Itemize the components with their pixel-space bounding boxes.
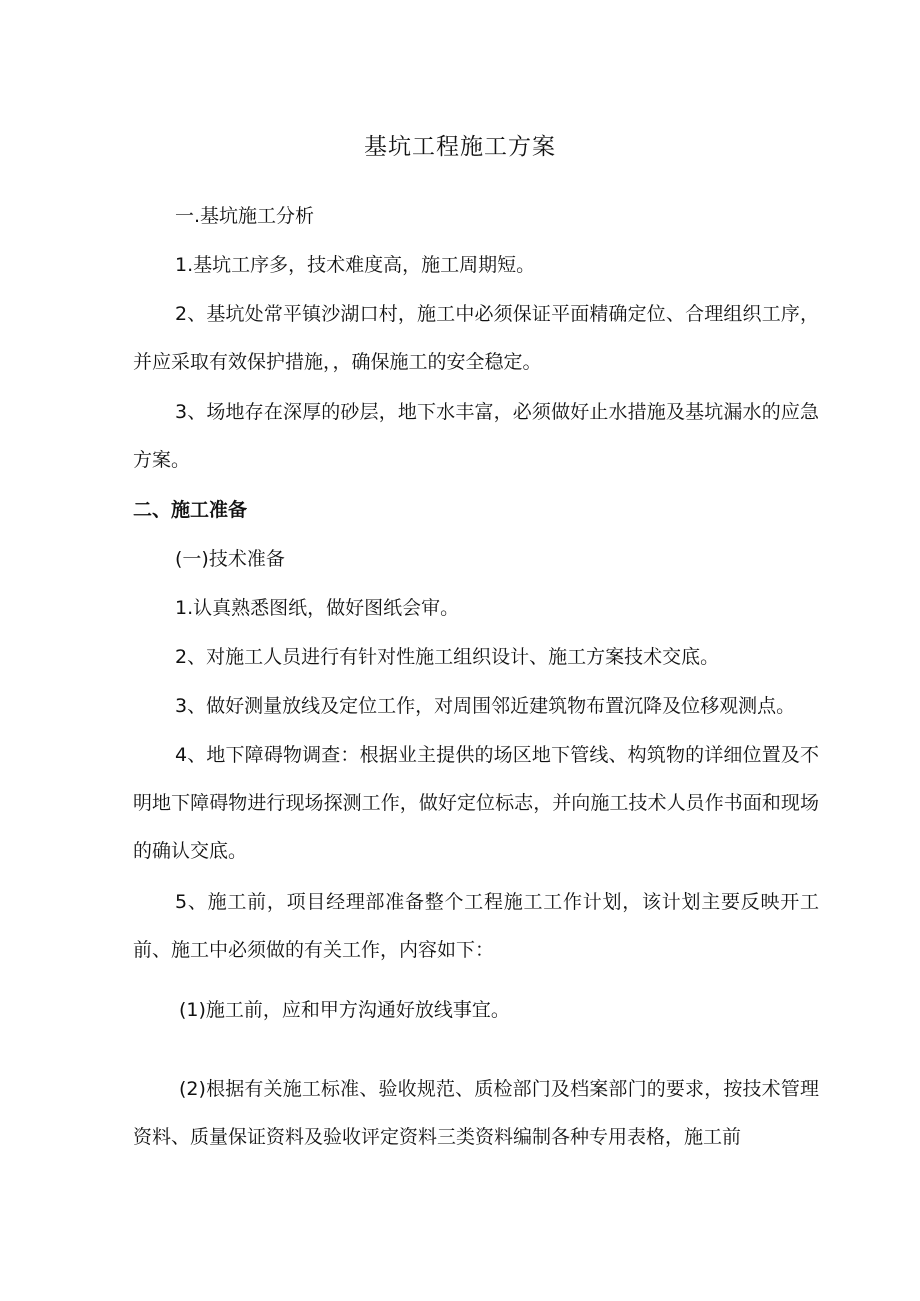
paragraph-analysis-3: 3、场地存在深厚的砂层，地下水丰富，必须做好止水措施及基坑漏水的应急方案。 [133,401,819,471]
document-title: 基坑工程施工方案 [364,134,556,160]
list-item-2: (2)根据有关施工标准、验收规范、质检部门及档案部门的要求，按技术管理资料、质量保证资料及验收评定资料三类资料编制各种专用表格，施工前 [133,1078,819,1148]
list-item-1: (1)施工前，应和甲方沟通好放线事宜。 [179,999,510,1021]
section-heading-analysis: 一.基坑施工分析 [175,205,315,227]
paragraph-technical-5: 5、施工前，项目经理部准备整个工程施工工作计划，该计划主要反映开工前、施工中必须做的有关工作，内容如下： [133,891,819,961]
paragraph-analysis-2: 2、基坑处常平镇沙湖口村，施工中必须保证平面精确定位、合理组织工序，并应采取有效保护措施，，确保施工的安全稳定。 [133,303,819,373]
paragraph-technical-4: 4、地下障碍物调查：根据业主提供的场区地下管线、构筑物的详细位置及不明地下障碍物进行现场探测工作，做好定位标志，并向施工技术人员作书面和现场的确认交底。 [133,744,819,862]
paragraph-technical-2: 2、对施工人员进行有针对性施工组织设计、施工方案技术交底。 [175,646,720,668]
subsection-heading-technical: (一)技术准备 [175,548,285,570]
paragraph-technical-3: 3、做好测量放线及定位工作，对周围邻近建筑物布置沉降及位移观测点。 [175,695,796,717]
section-heading-preparation: 二、施工准备 [133,499,248,521]
paragraph-analysis-1: 1.基坑工序多，技术难度高，施工周期短。 [175,254,536,276]
paragraph-technical-1: 1.认真熟悉图纸，做好图纸会审。 [175,597,460,619]
